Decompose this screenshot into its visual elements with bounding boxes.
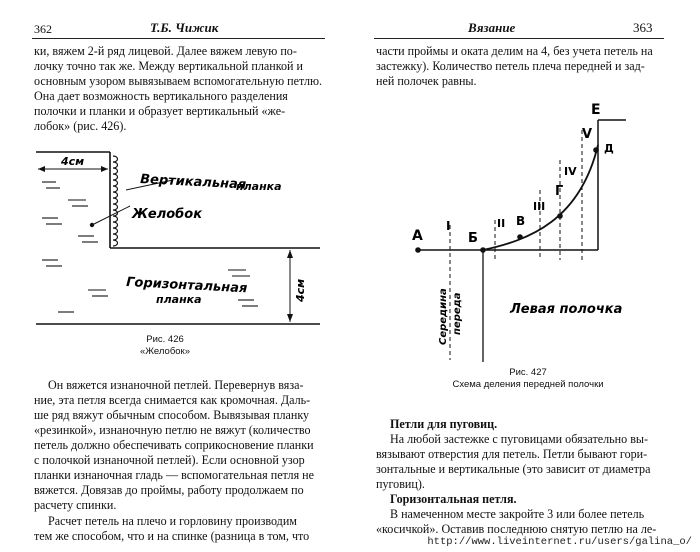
point-V: В [516,214,526,228]
figure-427 [350,100,700,365]
label-middle-2: переда [452,292,463,335]
label-middle: Середина [438,288,449,345]
point-G: Г [555,184,564,199]
point-B: Б [468,231,478,246]
heading-horizontal-loop: Горизонтальная петля. [390,492,517,506]
left-running-head: Т.Б. Чижик [150,20,219,35]
roman-IV: IV [564,165,577,178]
label-horizontal-2: планка [156,293,202,306]
point-A: А [412,228,423,244]
right-paragraph-2 [376,432,666,492]
text-line: ше ряд вяжут обычным способом. Вывязывая планку [34,408,310,422]
text-line: «косичкой». Оставив последнюю снятую петлю на ле- [376,522,657,536]
point-E: Е [591,102,601,118]
roman-III: III [533,200,546,213]
text-line: зонтальные и вертикальные (это зависит от диаметра [376,462,651,476]
text-line: На любой застежке с пуговицами обязательно вы- [390,432,649,446]
left-paragraph-2 [34,378,324,513]
caption-title: Схема деления передней полочки [452,379,604,390]
text-line: с полочкой изнаночной петлей). Если основной узор [34,453,305,467]
dim-4cm-right: 4см [294,278,307,302]
label-groove: Желобок [132,207,203,222]
figure-426-caption [120,334,210,358]
text-line: вязывают отверстия для петель. Петли бывают гори- [376,447,648,461]
label-left-shelf: Левая полочка [510,302,623,317]
text-line: ки, вяжем 2-й ряд лицевой. Далее вяжем левую по- [34,44,297,58]
text-line: тем же способом, что и на спинке (разница в том, что [34,529,310,543]
left-header-rule [32,38,325,39]
left-paragraph-3 [34,514,324,544]
dim-4cm-top: 4см [61,155,85,168]
text-line: расчету спинки. [34,498,117,512]
right-page [350,0,700,552]
text-line: Расчет петель на плечо и горловину производим [48,514,297,528]
roman-II: II [497,217,506,230]
text-line: петель должно обеспечивать соприкосновение планки [34,438,314,452]
text-line: пуговиц). [376,477,425,491]
label-vertical: Вертикальная [139,172,247,193]
label-vertical-2: планка [236,180,282,193]
right-paragraph-3 [376,507,666,537]
right-page-number: 363 [633,20,653,35]
text-line: вяжется. Довязав до проймы, работу продолжаем по [34,483,304,497]
footer-url[interactable]: http://www.liveinternet.ru/users/galina_o/ [427,536,692,548]
text-line: застежку). Количество петель плеча передней и зад- [376,59,645,73]
text-line: планки изнаночная гладь — вспомогательная петля не [34,468,315,482]
text-line: ние, эта петля всегда снимается как кромочная. Даль- [34,393,311,407]
text-line: основным узором вывязываем вспомогательную петлю. [34,74,323,88]
right-paragraph-1 [376,44,666,89]
left-paragraph-1 [34,44,324,134]
text-line: «резинкой», изнаночную петлю не вяжут (количество [34,423,311,437]
roman-I: I [446,219,451,233]
figure-426 [28,140,328,335]
roman-V: V [582,127,593,142]
text-line: лобок» (рис. 426). [34,119,127,133]
label-horizontal: Горизонтальная [125,275,248,297]
text-line: ней полочек равны. [376,74,477,88]
point-D: Д [604,142,614,155]
right-header-rule [374,38,664,39]
caption-number: Рис. 426 [146,334,184,345]
caption-title: «Желобок» [139,346,190,357]
text-line: Она дает возможность вертикального разделения [34,89,288,103]
left-page-number: 362 [34,22,52,36]
text-line: лочку точно так же. Между вертикальной планкой и [34,59,303,73]
text-line: полочки и планки и образует вертикальный «же- [34,104,286,118]
text-line: части проймы и оката делим на 4, без учета петель на [376,44,653,58]
right-running-head: Вязание [468,20,516,35]
caption-number: Рис. 427 [509,367,547,378]
groove-loops [113,156,118,246]
figure-427-caption [438,367,618,391]
text-line: Он вяжется изнаночной петлей. Перевернув вяза- [48,378,304,392]
heading-buttonholes: Петли для пуговиц. [390,417,498,431]
text-line: В намеченном месте закройте 3 или более петель [390,507,645,521]
